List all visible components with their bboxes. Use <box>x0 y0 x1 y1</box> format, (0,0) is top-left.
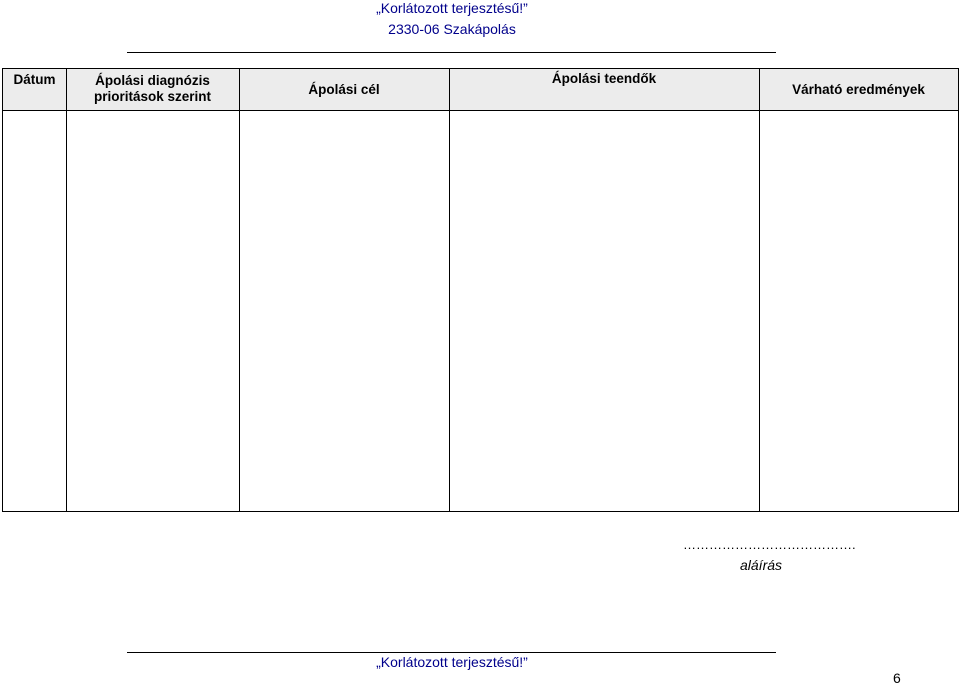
header-restriction-notice: „Korlátozott terjesztésű!” <box>376 0 528 16</box>
page-number: 6 <box>893 670 901 686</box>
column-header-tasks: Ápolási teendők <box>551 71 657 86</box>
header-module-title: 2330-06 Szakápolás <box>388 21 516 37</box>
footer-restriction-notice: „Korlátozott terjesztésű!” <box>376 654 528 670</box>
column-header-goal: Ápolási cél <box>308 82 380 97</box>
column-header-expected-results: Várható eredmények <box>792 82 925 97</box>
column-divider <box>66 69 67 511</box>
signature-label: aláírás <box>740 557 783 573</box>
column-divider <box>449 69 450 511</box>
column-divider <box>239 69 240 511</box>
column-header-diagnosis-subtitle: prioritások szerint <box>93 89 212 104</box>
header-rule <box>127 52 776 53</box>
footer-rule <box>127 652 776 653</box>
column-divider <box>759 69 760 511</box>
column-header-diagnosis: Ápolási diagnózis <box>95 73 210 88</box>
column-header-date: Dátum <box>13 72 56 87</box>
signature-line: …………………………………. <box>683 537 856 552</box>
nursing-plan-table <box>2 68 959 512</box>
